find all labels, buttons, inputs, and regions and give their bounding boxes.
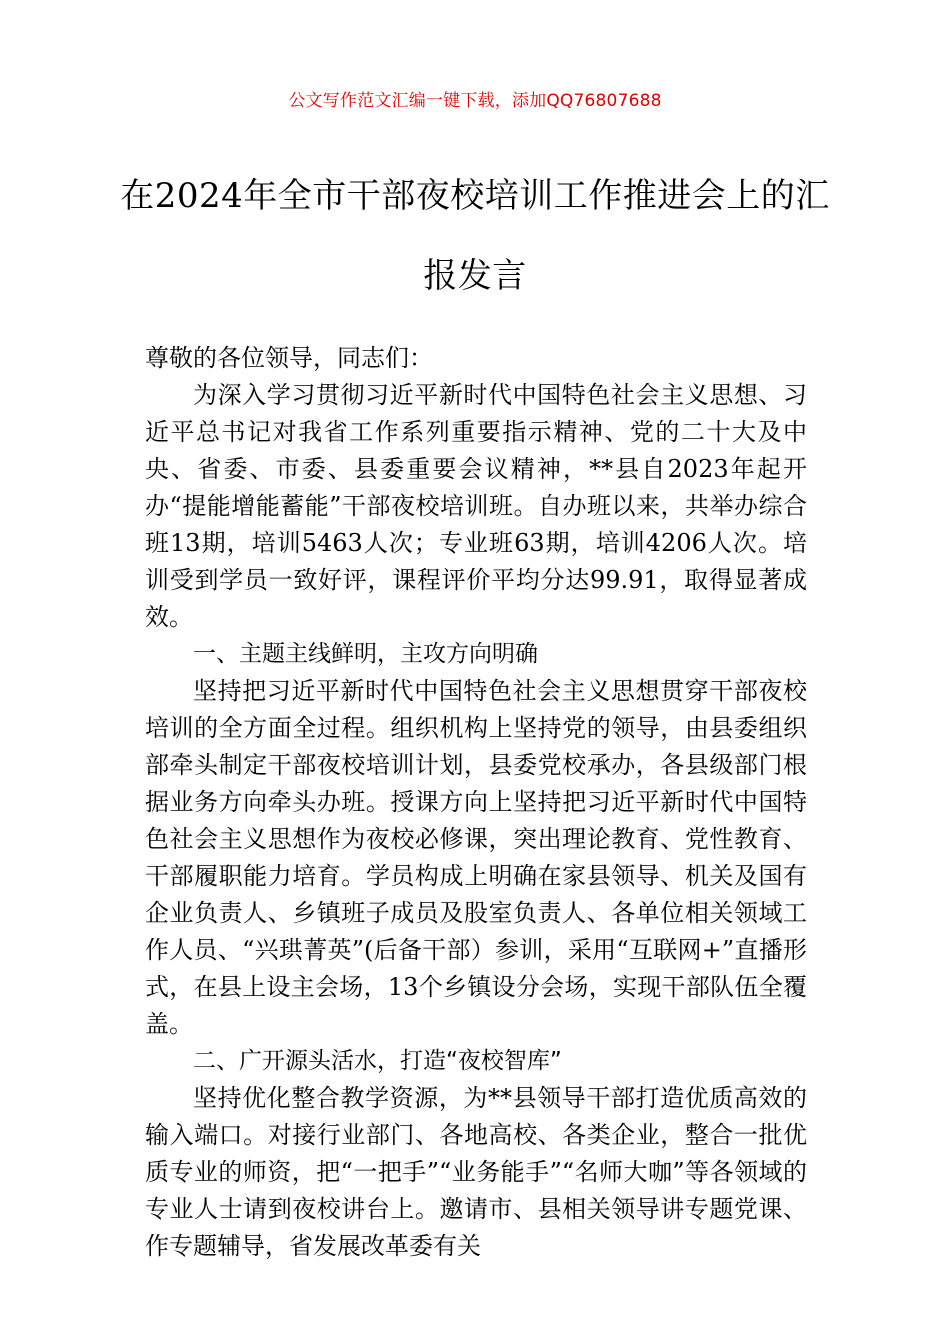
document-body	[145, 340, 807, 1265]
salutation: 尊敬的各位领导，同志们：	[145, 344, 433, 372]
intro-paragraph: 为深入学习贯彻习近平新时代中国特色社会主义思想、习近平总书记对我省工作系列重要指示精神、党的二十大及中央、省委、市委、县委重要会议精神，**县自2023年起开办“提能增能蓄能”干部夜校培训班。自办班以来，共举办综合班13期，培训5463人次；专业班63期，培训4206人次。培训受到学员一致好评，课程评价平均分达99.91，取得显著成效。	[145, 381, 807, 631]
document-title: 在2024年全市干部夜校培训工作推进会上的汇报发言	[120, 176, 830, 296]
section-1-heading: 一、主题主线鲜明，主攻方向明确	[193, 641, 538, 667]
section-1-paragraph: 坚持把习近平新时代中国特色社会主义思想贯穿干部夜校培训的全方面全过程。组织机构上坚持党的领导，由县委组织部牵头制定干部夜校培训计划，县委党校承办，各县级部门根据业务方向牵头办班。授课方向上坚持把习近平新时代中国特色社会主义思想作为夜校必修课，突出理论教育、党性教育、干部履职能力培育。学员构成上明确在家县领导、机关及国有企业负责人、乡镇班子成员及股室负责人、各单位相关领域工作人员、“兴珙菁英”(后备干部）参训，采用“互联网+”直播形式，在县上设主会场，13个乡镇设分会场，实现干部队伍全覆盖。	[145, 677, 807, 1038]
section-2-paragraph: 坚持优化整合教学资源，为**县领导干部打造优质高效的输入端口。对接行业部门、各地高校、各类企业，整合一批优质专业的师资，把“一把手”“业务能手”“名师大咖”等各领域的专业人士请到夜校讲台上。邀请市、县相关领导讲专题党课、作专题辅导，省发展改革委有关	[145, 1084, 807, 1260]
download-notice: 公文写作范文汇编一键下载，添加QQ76807688	[288, 91, 662, 111]
section-2-heading: 二、广开源头活水，打造“夜校智库”	[193, 1048, 562, 1074]
